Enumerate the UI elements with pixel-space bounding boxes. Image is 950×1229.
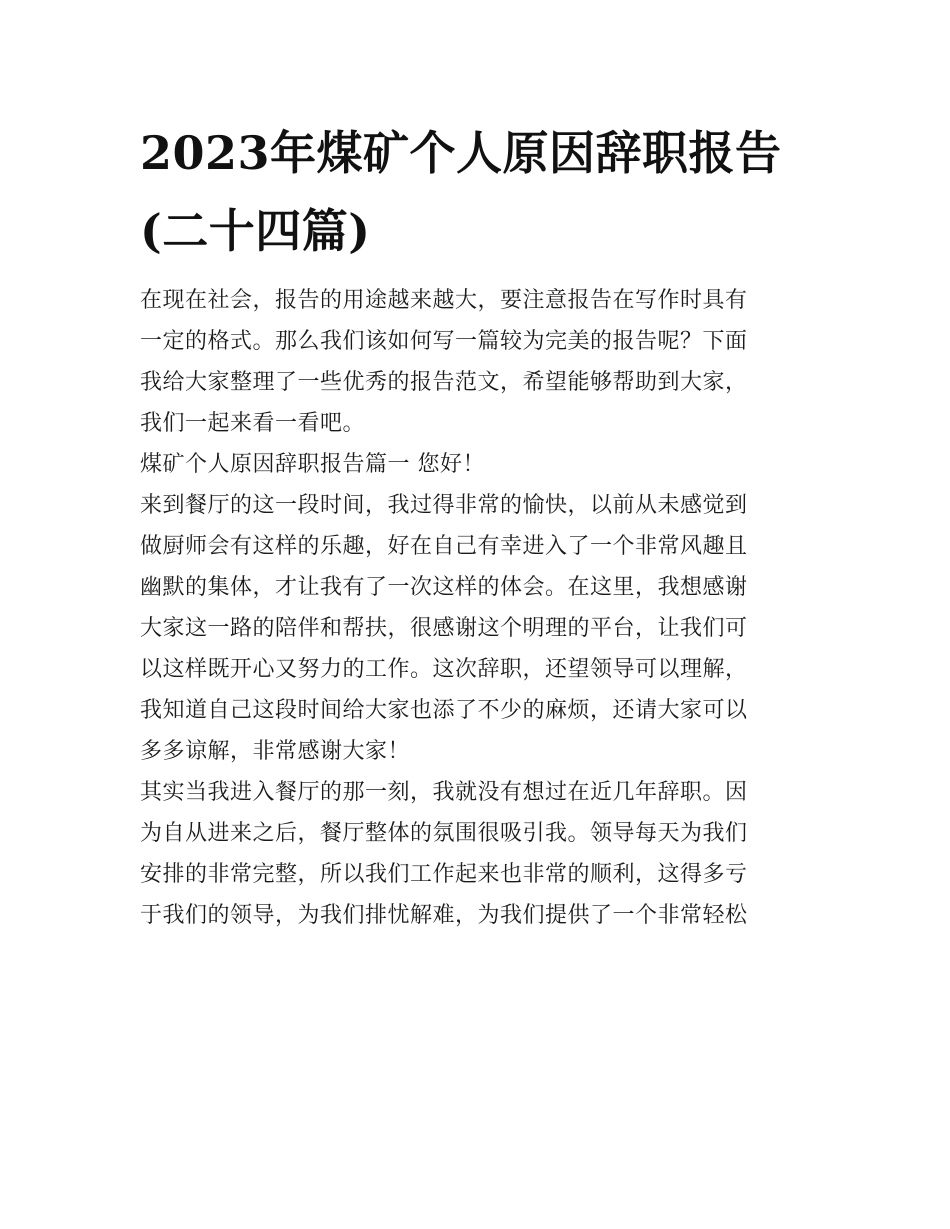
- title-line: (二十四篇): [140, 204, 371, 258]
- body-line: 于我们的领导，为我们排忧解难，为我们提供了一个非常轻松: [140, 903, 748, 928]
- body-line: 来到餐厅的这一段时间，我过得非常的愉快，以前从未感觉到: [140, 493, 748, 518]
- body-line: 幽默的集体，才让我有了一次这样的体会。在这里，我想感谢: [140, 575, 748, 600]
- body-line: 多多谅解，非常感谢大家！: [140, 739, 411, 764]
- body-line: 为自从进来之后，餐厅整体的氛围很吸引我。领导每天为我们: [140, 821, 748, 846]
- body-line: 安排的非常完整，所以我们工作起来也非常的顺利，这得多亏: [140, 862, 748, 887]
- document-body: [140, 280, 820, 936]
- body-line: 大家这一路的陪伴和帮扶，很感谢这个明理的平台，让我们可: [140, 616, 748, 641]
- body-line: 一定的格式。那么我们该如何写一篇较为完美的报告呢？下面: [140, 329, 748, 354]
- document-title: [140, 114, 820, 270]
- body-line: 我知道自己这段时间给大家也添了不少的麻烦，还请大家可以: [140, 698, 748, 723]
- body-line: 在现在社会，报告的用途越来越大，要注意报告在写作时具有: [140, 288, 748, 313]
- body-line: 做厨师会有这样的乐趣，好在自己有幸进入了一个非常风趣且: [140, 534, 748, 559]
- body-line: 其实当我进入餐厅的那一刻，我就没有想过在近几年辞职。因: [140, 780, 748, 805]
- body-line: 我给大家整理了一些优秀的报告范文，希望能够帮助到大家，: [140, 370, 748, 395]
- body-line: 我们一起来看一看吧。: [140, 411, 366, 436]
- section-heading-line: 煤矿个人原因辞职报告篇一 您好！: [140, 452, 485, 477]
- title-line: 2023年煤矿个人原因辞职报告: [140, 126, 782, 180]
- body-line: 以这样既开心又努力的工作。这次辞职，还望领导可以理解，: [140, 657, 748, 682]
